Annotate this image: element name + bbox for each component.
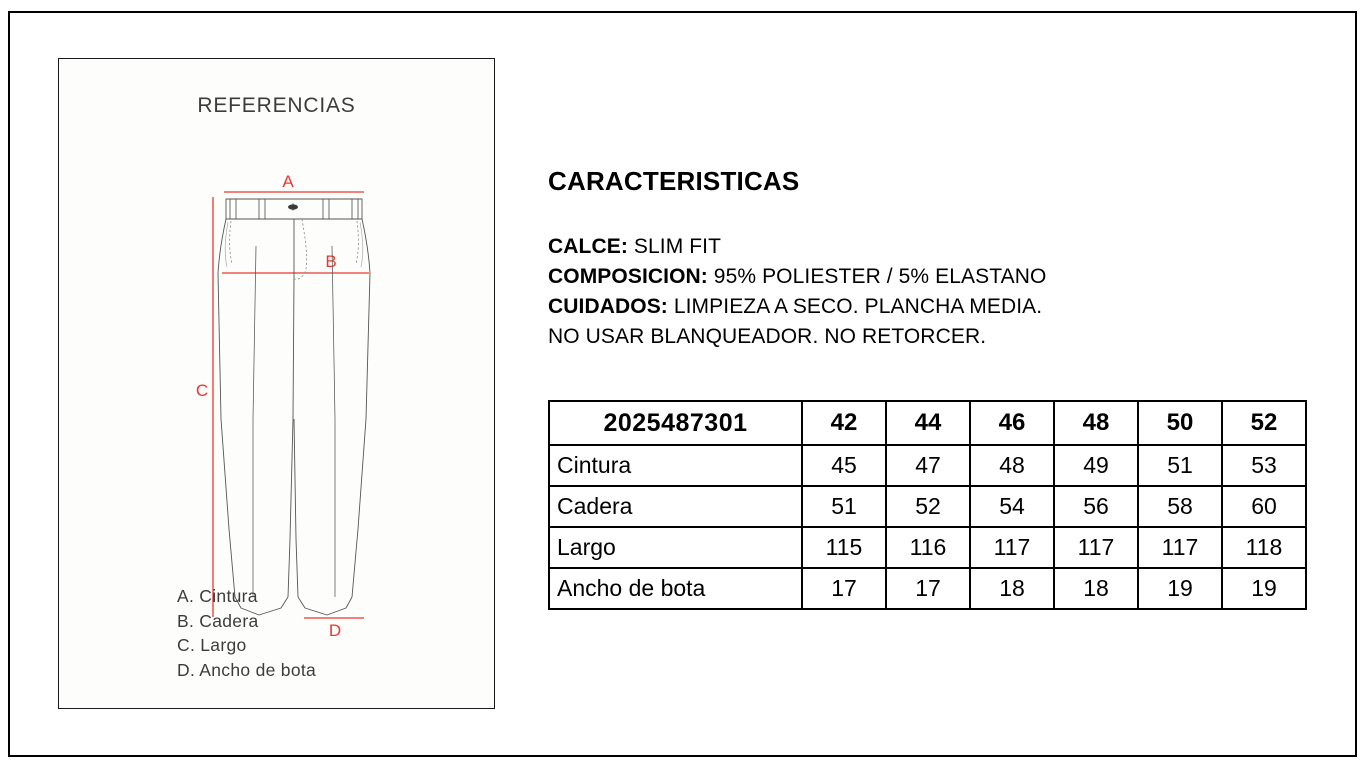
right-inseam	[294, 419, 298, 597]
cell-ancho-44: 17	[886, 568, 970, 609]
table-row	[549, 527, 1306, 568]
belt-loop-4	[352, 199, 358, 219]
size-header-50: 50	[1138, 401, 1222, 445]
cell-ancho-52: 19	[1222, 568, 1306, 609]
spec-label-cuidados: CUIDADOS:	[548, 295, 668, 318]
cell-cadera-50: 58	[1138, 486, 1222, 527]
belt-loop-2	[259, 199, 265, 219]
size-chart-table	[548, 400, 1307, 610]
table-header-row	[549, 401, 1306, 445]
table-row	[549, 486, 1306, 527]
size-header-42: 42	[802, 401, 886, 445]
legend-item-b: B. Cadera	[177, 610, 259, 631]
left-side-seam	[218, 219, 235, 597]
left-crease-line	[253, 246, 256, 597]
pants-technical-drawing	[59, 119, 496, 639]
cell-cintura-46: 48	[970, 445, 1054, 486]
cell-cadera-42: 51	[802, 486, 886, 527]
right-pocket-line	[356, 221, 358, 264]
marker-label-a: A	[282, 172, 294, 191]
cell-largo-52: 118	[1222, 527, 1306, 568]
spec-value-composicion: 95% POLIESTER / 5% ELASTANO	[707, 265, 1047, 288]
cell-ancho-50: 19	[1138, 568, 1222, 609]
left-pocket-edge	[225, 222, 228, 267]
spec-label-calce: CALCE:	[548, 235, 628, 258]
left-pocket-line	[230, 221, 232, 264]
cell-largo-44: 116	[886, 527, 970, 568]
spec-value-calce: SLIM FIT	[627, 235, 722, 258]
cell-largo-48: 117	[1054, 527, 1138, 568]
cell-cintura-42: 45	[802, 445, 886, 486]
table-row	[549, 568, 1306, 609]
cell-cadera-46: 54	[970, 486, 1054, 527]
size-header-48: 48	[1054, 401, 1138, 445]
spec-value-cuidados: LIMPIEZA A SECO. PLANCHA MEDIA.	[667, 295, 1043, 318]
diagram-title: REFERENCIAS	[197, 94, 356, 117]
cell-cintura-44: 47	[886, 445, 970, 486]
marker-label-c: C	[195, 381, 209, 400]
left-inseam	[288, 279, 294, 597]
specs-block	[548, 232, 1046, 352]
spec-line-cuidados-cont: NO USAR BLANQUEADOR. NO RETORCER.	[548, 325, 987, 348]
characteristics-heading: CARACTERISTICAS	[548, 166, 800, 196]
size-header-44: 44	[886, 401, 970, 445]
waist-button-icon	[288, 204, 298, 211]
cell-ancho-42: 17	[802, 568, 886, 609]
sku-cell: 2025487301	[549, 401, 802, 445]
cell-largo-46: 117	[970, 527, 1054, 568]
spec-line-calce	[548, 232, 1046, 262]
cell-cintura-52: 53	[1222, 445, 1306, 486]
row-label-cintura: Cintura	[549, 445, 802, 486]
legend-item-a: A. Cintura	[177, 586, 258, 606]
right-side-seam	[352, 219, 370, 597]
belt-loop-1	[230, 199, 236, 219]
marker-label-d: D	[328, 621, 342, 639]
table-row	[549, 445, 1306, 486]
right-pocket-edge	[360, 222, 363, 267]
size-header-46: 46	[970, 401, 1054, 445]
cell-cadera-52: 60	[1222, 486, 1306, 527]
row-label-largo: Largo	[549, 527, 802, 568]
details-column	[548, 0, 1338, 768]
cell-largo-42: 115	[802, 527, 886, 568]
size-header-52: 52	[1222, 401, 1306, 445]
legend-item-d: D. Ancho de bota	[177, 659, 317, 680]
cell-ancho-48: 18	[1054, 568, 1138, 609]
row-label-cadera: Cadera	[549, 486, 802, 527]
spec-label-composicion: COMPOSICION:	[548, 265, 708, 288]
row-label-ancho-de-bota: Ancho de bota	[549, 568, 802, 609]
reference-diagram-panel	[58, 58, 495, 709]
belt-loop-3	[323, 199, 329, 219]
size-chart-body	[549, 401, 1306, 609]
spec-line-composicion	[548, 262, 1046, 292]
cell-largo-50: 117	[1138, 527, 1222, 568]
cell-cintura-48: 49	[1054, 445, 1138, 486]
right-crease-line	[332, 246, 335, 597]
cell-cadera-48: 56	[1054, 486, 1138, 527]
cell-ancho-46: 18	[970, 568, 1054, 609]
reference-legend	[177, 584, 316, 682]
fly-stitch-line	[294, 219, 307, 279]
cell-cadera-44: 52	[886, 486, 970, 527]
legend-item-c: C. Largo	[177, 635, 247, 655]
spec-line-cuidados	[548, 292, 1046, 322]
marker-label-b: B	[325, 252, 337, 271]
cell-cintura-50: 51	[1138, 445, 1222, 486]
